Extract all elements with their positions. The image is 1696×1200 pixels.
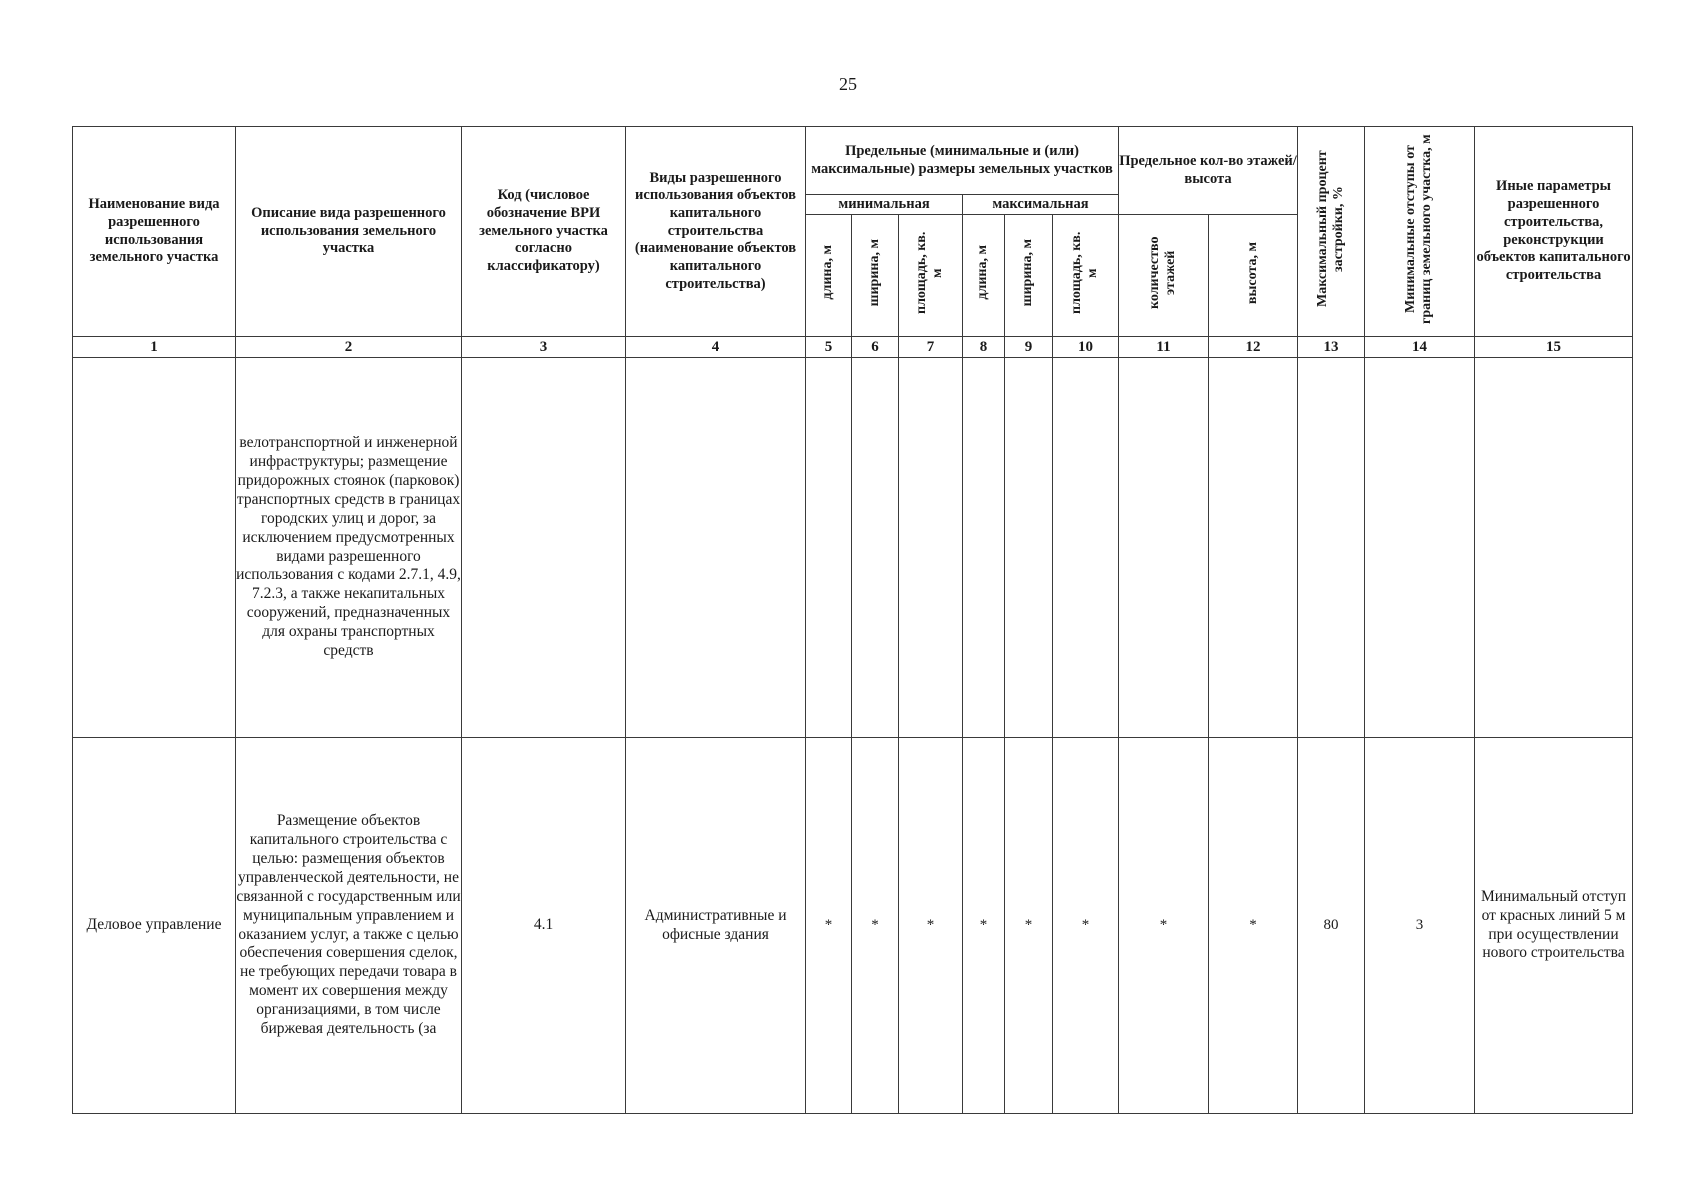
- regulations-table: [72, 126, 1633, 1114]
- object-types-cell: Административные и офисные здания: [626, 738, 806, 1114]
- header-object-types: Виды разрешенного использования объектов капитального строительства (наименование объектов капитального строительства): [626, 127, 806, 337]
- use-description-cell: велотранспортной и инженерной инфраструктуры; размещение придорожных стоянок (парковок) транспортных средств в границах городских улиц и дорог, за исключением предусмотренных видами разрешенного использования с кодами 2.7.1, 4.9, 7.2.3, а также некапитальных сооружений, предназначенных для охраны транспортных средств: [236, 358, 462, 738]
- floors-cell: *: [1119, 738, 1209, 1114]
- column-number: 15: [1475, 337, 1633, 358]
- max-area-cell: *: [1053, 738, 1119, 1114]
- header-use-description: Описание вида разрешенного использования земельного участка: [236, 127, 462, 337]
- header-max-coverage-label: Максимальный процент застройки, %: [1314, 150, 1347, 307]
- header-maximum: максимальная: [963, 195, 1119, 215]
- header-use-name: Наименование вида разрешенного использования земельного участка: [73, 127, 236, 337]
- code-cell: [462, 358, 626, 738]
- header-max-length-label: длина, м: [975, 245, 991, 300]
- header-min-area: [899, 215, 963, 337]
- header-floors-height: Предельное кол-во этажей/высота: [1119, 127, 1298, 215]
- min-area-cell: *: [899, 738, 963, 1114]
- header-minimum: минимальная: [806, 195, 963, 215]
- column-number: 7: [899, 337, 963, 358]
- header-min-width: [852, 215, 899, 337]
- header-height-label: высота, м: [1244, 241, 1260, 304]
- value-cell: [806, 358, 852, 738]
- header-min-length: [806, 215, 852, 337]
- header-floors-label: количество этажей: [1147, 236, 1179, 309]
- column-number: 13: [1298, 337, 1365, 358]
- value-cell: [1119, 358, 1209, 738]
- header-max-area: [1053, 215, 1119, 337]
- header-min-area-label: площадь, кв. м: [914, 231, 946, 314]
- value-cell: [899, 358, 963, 738]
- value-cell: [1365, 358, 1475, 738]
- table-row: [73, 358, 1633, 738]
- header-max-coverage: [1298, 127, 1365, 337]
- use-description-cell: Размещение объектов капитального строительства с целью: размещения объектов управленческой деятельности, не связанной с государственным или муниципальным управлением и оказанием услуг, а также с целью обеспечения совершения сделок, не требующих передачи товара в момент их совершения между организациями, в том числе биржевая деятельность (за: [236, 738, 462, 1114]
- max-width-cell: *: [1005, 738, 1053, 1114]
- value-cell: [1053, 358, 1119, 738]
- header-max-width-label: ширина, м: [1020, 238, 1036, 307]
- header-min-setbacks: [1365, 127, 1475, 337]
- header-plot-sizes: Предельные (минимальные и (или) максимальные) размеры земельных участков: [806, 127, 1119, 195]
- height-cell: *: [1209, 738, 1298, 1114]
- page-number: 25: [839, 74, 857, 94]
- column-number: 1: [73, 337, 236, 358]
- max-length-cell: *: [963, 738, 1005, 1114]
- column-number: 3: [462, 337, 626, 358]
- header-height: [1209, 215, 1298, 337]
- header-max-width: [1005, 215, 1053, 337]
- use-name-cell: [73, 358, 236, 738]
- column-number: 4: [626, 337, 806, 358]
- value-cell: [1298, 358, 1365, 738]
- header-other-params: Иные параметры разрешенного строительства, реконструкции объектов капитального строительства: [1475, 127, 1633, 337]
- column-number: 12: [1209, 337, 1298, 358]
- header-min-width-label: ширина, м: [866, 238, 882, 307]
- min-length-cell: *: [806, 738, 852, 1114]
- column-number-row: [73, 337, 1633, 358]
- code-cell: 4.1: [462, 738, 626, 1114]
- other-params-cell: [1475, 358, 1633, 738]
- header-floors: [1119, 215, 1209, 337]
- object-types-cell: [626, 358, 806, 738]
- value-cell: [852, 358, 899, 738]
- value-cell: [963, 358, 1005, 738]
- column-number: 2: [236, 337, 462, 358]
- header-max-area-label: площадь, кв. м: [1069, 231, 1101, 314]
- column-number: 9: [1005, 337, 1053, 358]
- other-params-cell: Минимальный отступ от красных линий 5 м при осуществлении нового строительства: [1475, 738, 1633, 1114]
- column-number: 14: [1365, 337, 1475, 358]
- value-cell: [1005, 358, 1053, 738]
- header-min-setbacks-label: Минимальные отступы от границ земельного участка, м: [1403, 133, 1435, 324]
- column-number: 6: [852, 337, 899, 358]
- use-name-cell: Деловое управление: [73, 738, 236, 1114]
- column-number: 10: [1053, 337, 1119, 358]
- min-width-cell: *: [852, 738, 899, 1114]
- header-code: Код (числовое обозначение ВРИ земельного участка согласно классификатору): [462, 127, 626, 337]
- value-cell: [1209, 358, 1298, 738]
- header-min-length-label: длина, м: [820, 245, 836, 300]
- min-setback-cell: 3: [1365, 738, 1475, 1114]
- column-number: 5: [806, 337, 852, 358]
- header-max-length: [963, 215, 1005, 337]
- column-number: 8: [963, 337, 1005, 358]
- table-row: [73, 738, 1633, 1114]
- column-number: 11: [1119, 337, 1209, 358]
- max-coverage-cell: 80: [1298, 738, 1365, 1114]
